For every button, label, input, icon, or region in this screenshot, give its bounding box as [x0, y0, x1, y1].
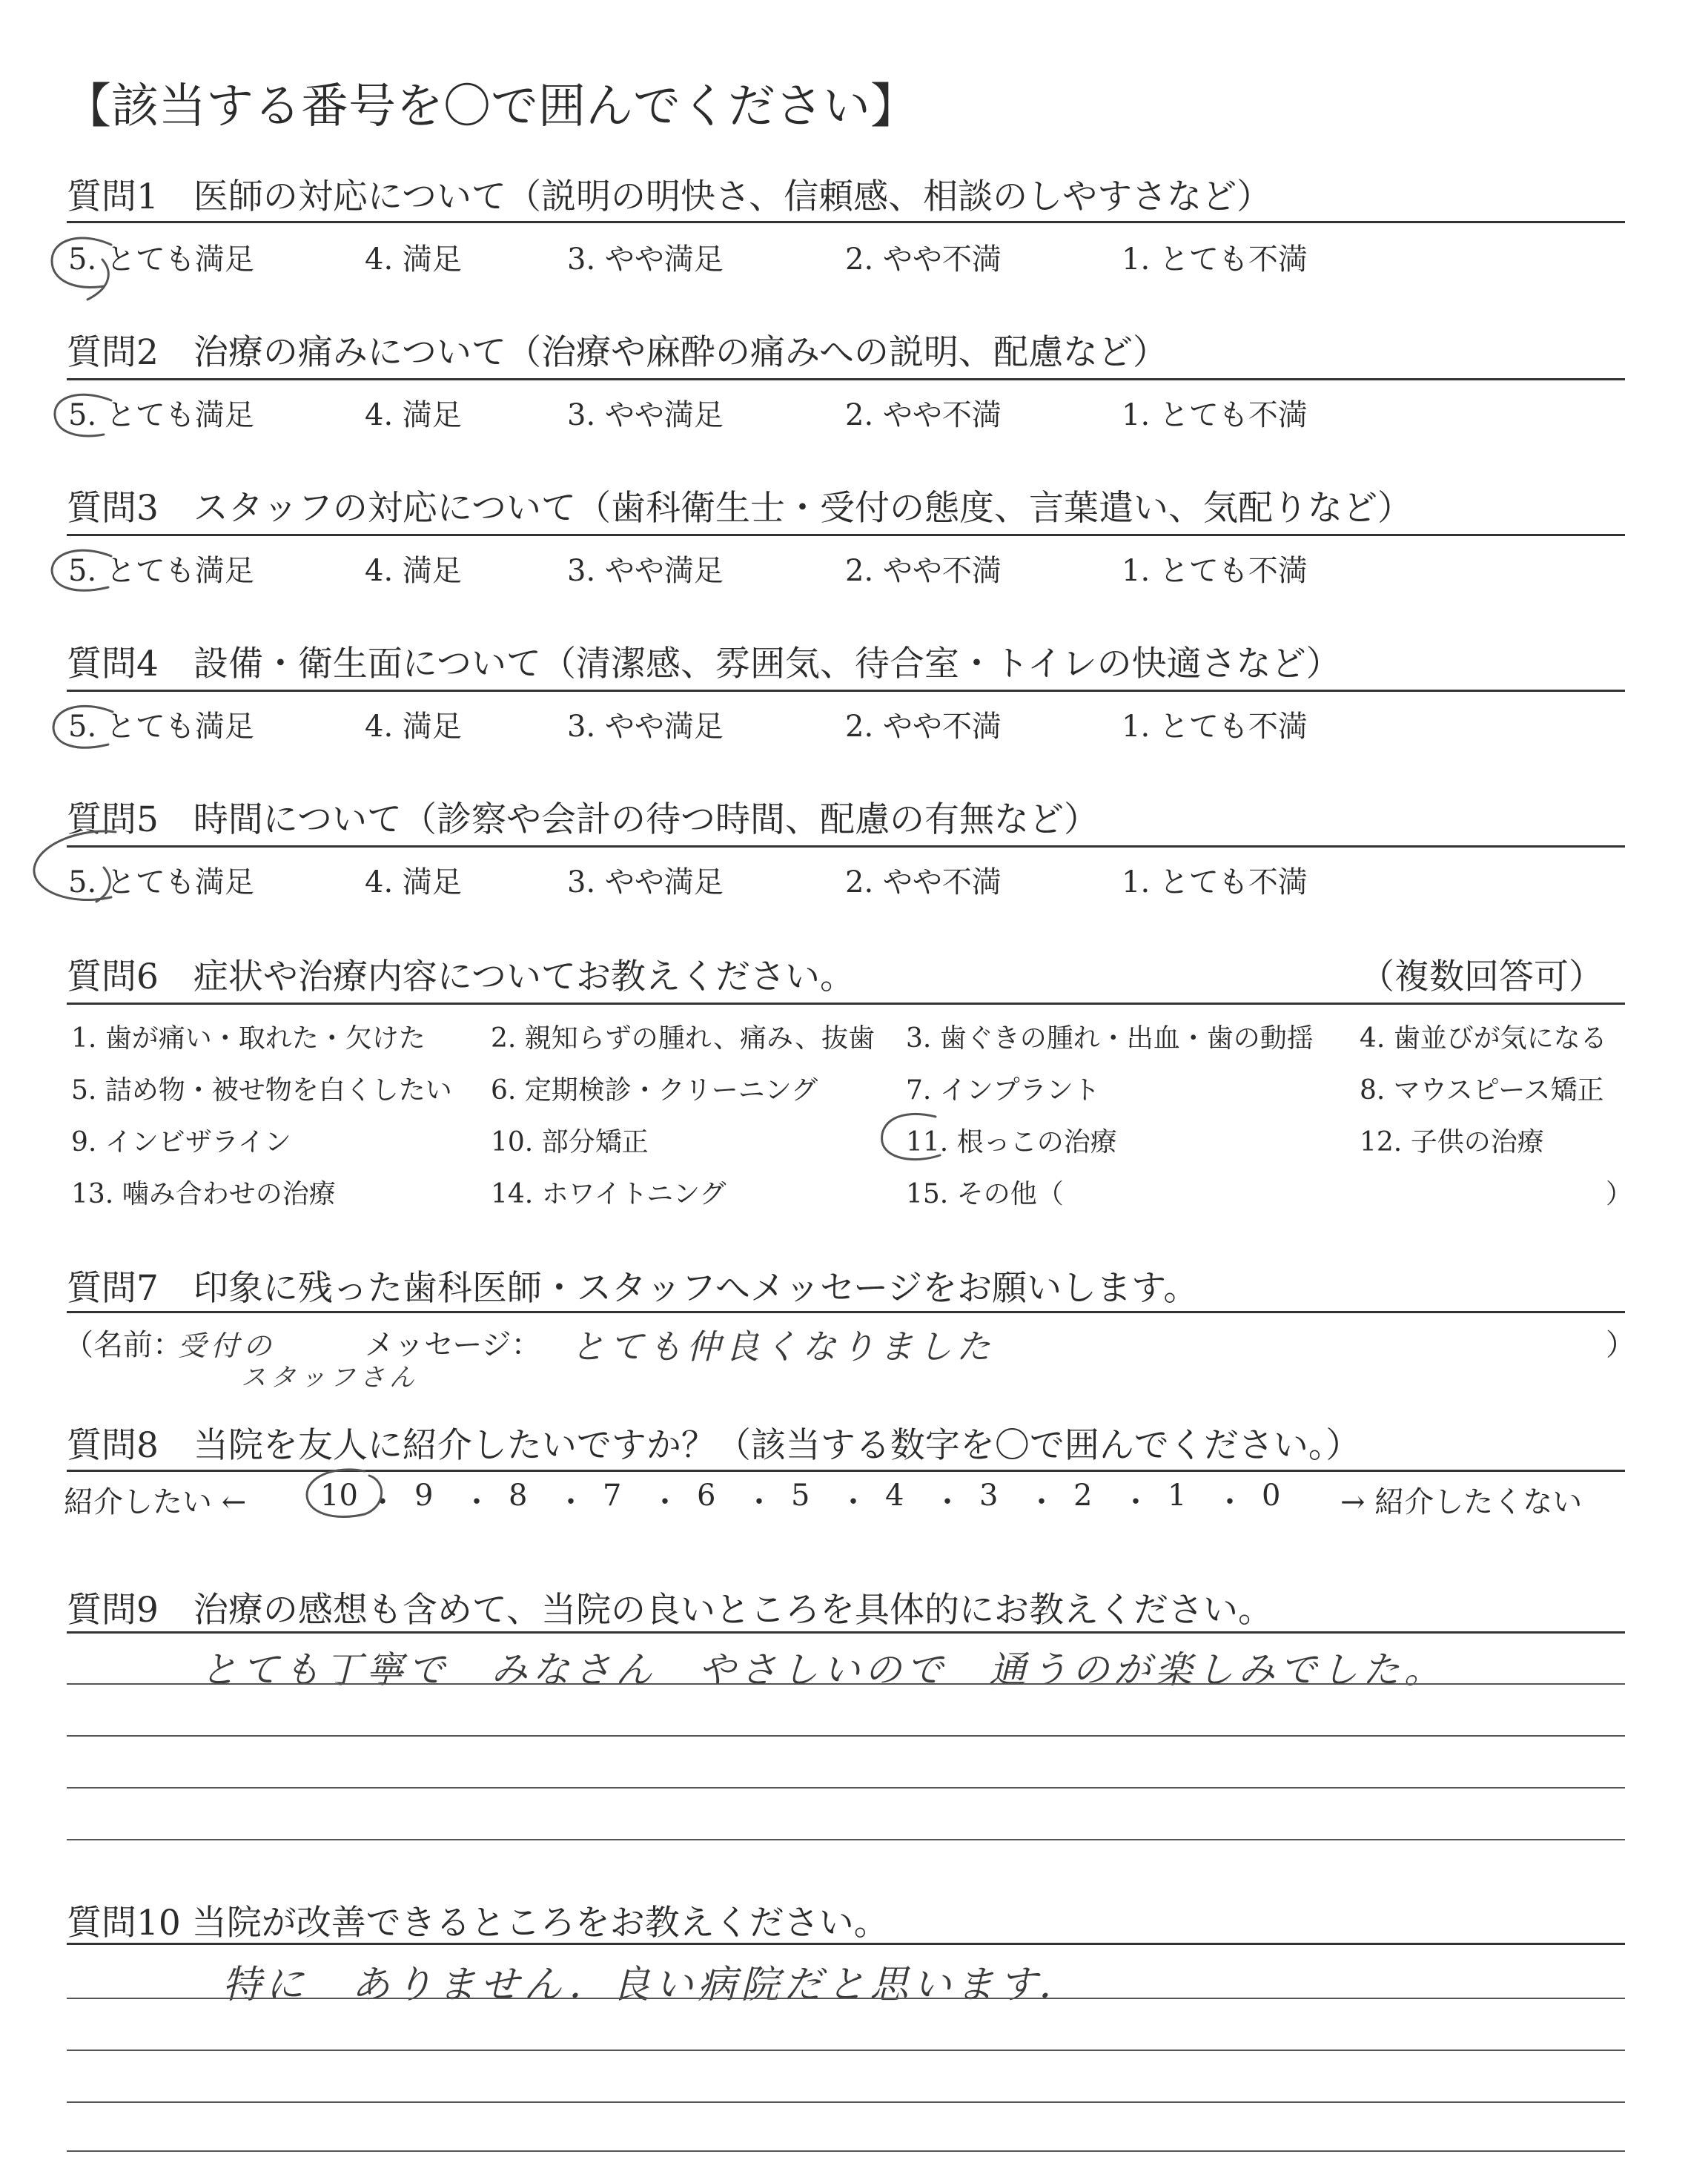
scale-option-10[interactable]: 10 [320, 1479, 358, 1513]
name-handwritten-line-2[interactable]: スタッフさん [241, 1363, 419, 1393]
scale-separator-dot: ・ [1215, 1485, 1245, 1519]
q10-answer-line-3 [67, 2101, 1625, 2103]
message-handwritten[interactable]: とても仲良くなりました [571, 1327, 995, 1367]
q1-option-1[interactable]: 1. とても不満 [1122, 242, 1308, 277]
name-handwritten-line-1[interactable]: 受付の [178, 1330, 277, 1362]
recommend-left-label: 紹介したい ← [64, 1485, 247, 1519]
scale-separator-dot: ・ [650, 1485, 680, 1519]
scale-option-2[interactable]: 2 [1073, 1479, 1093, 1513]
q3-option-1[interactable]: 1. とても不満 [1122, 554, 1308, 588]
scale-option-5[interactable]: 5 [791, 1479, 810, 1513]
scale-option-3[interactable]: 3 [979, 1479, 999, 1513]
treatment-item-5[interactable]: 5. 詰め物・被せ物を白くしたい [71, 1075, 452, 1106]
question-1-rule [67, 221, 1625, 223]
message-label: メッセージ： [365, 1328, 541, 1362]
treatment-item-4[interactable]: 4. 歯並びが気になる [1360, 1023, 1607, 1054]
treatment-item-13[interactable]: 13. 噛み合わせの治療 [71, 1179, 336, 1209]
question-4-rule [67, 690, 1625, 692]
question-7-rule [67, 1311, 1625, 1313]
treatment-item-2[interactable]: 2. 親知らずの腫れ、痛み、抜歯 [491, 1023, 875, 1054]
question-6-title: 質問6 症状や治療内容についてお教えください。 [67, 957, 855, 997]
question-7-title: 質問7 印象に残った歯科医師・スタッフへメッセージをお願いします。 [67, 1268, 1199, 1309]
scale-separator-dot: ・ [556, 1485, 586, 1519]
name-label: （名前： [64, 1328, 182, 1362]
question-6-note: （複数回答可） [1360, 957, 1603, 997]
q10-answer-line-2 [67, 2050, 1625, 2051]
q1-option-4[interactable]: 4. 満足 [365, 242, 462, 277]
q4-option-4[interactable]: 4. 満足 [365, 710, 462, 744]
q9-answer-line-2 [67, 1735, 1625, 1737]
question-4-title: 質問4 設備・衛生面について（清潔感、雰囲気、待合室・トイレの快適さなど） [67, 644, 1341, 684]
treatment-item-12[interactable]: 12. 子供の治療 [1360, 1127, 1544, 1157]
treatment-item-14[interactable]: 14. ホワイトニング [491, 1179, 726, 1209]
question-3-rule [67, 534, 1625, 536]
q2-option-3[interactable]: 3. やや満足 [567, 398, 724, 432]
q4-option-2[interactable]: 2. やや不満 [845, 710, 1002, 744]
q9-answer-line-3 [67, 1787, 1625, 1789]
q2-option-5[interactable]: 5. とても満足 [68, 398, 254, 432]
q5-option-1[interactable]: 1. とても不満 [1122, 865, 1308, 899]
scale-option-8[interactable]: 8 [509, 1479, 528, 1513]
q2-option-2[interactable]: 2. やや不満 [845, 398, 1002, 432]
q4-option-1[interactable]: 1. とても不満 [1122, 710, 1308, 744]
treatment-item-8[interactable]: 8. マウスピース矯正 [1360, 1075, 1604, 1106]
q9-answer-line-4 [67, 1839, 1625, 1840]
scale-separator-dot: ・ [1121, 1485, 1151, 1519]
scale-option-4[interactable]: 4 [885, 1479, 904, 1513]
q2-option-1[interactable]: 1. とても不満 [1122, 398, 1308, 432]
q9-answer-line-1 [67, 1683, 1625, 1685]
scale-option-0[interactable]: 0 [1262, 1479, 1281, 1513]
question-2-title: 質問2 治療の痛みについて（治療や麻酔の痛みへの説明、配慮など） [67, 332, 1168, 373]
q3-option-3[interactable]: 3. やや満足 [567, 554, 724, 588]
scale-separator-dot: ・ [368, 1485, 397, 1519]
question-3-title: 質問3 スタッフの対応について（歯科衛生士・受付の態度、言葉遣い、気配りなど） [67, 488, 1412, 529]
question-5-rule [67, 845, 1625, 848]
message-close-paren: ） [1606, 1328, 1635, 1362]
scale-option-1[interactable]: 1 [1168, 1479, 1187, 1513]
q3-option-4[interactable]: 4. 満足 [365, 554, 462, 588]
q9-handwritten-answer[interactable]: とても丁寧で みなさん やさしいので 通うのが楽しみでした。 [200, 1648, 1446, 1691]
treatment-item-15[interactable]: 15. その他（ [906, 1179, 1064, 1209]
treatment-item-6[interactable]: 6. 定期検診・クリーニング [491, 1075, 818, 1106]
q3-option-5[interactable]: 5. とても満足 [68, 554, 254, 588]
question-2-rule [67, 378, 1625, 380]
q5-option-3[interactable]: 3. やや満足 [567, 865, 724, 899]
treatment-item-1[interactable]: 1. 歯が痛い・取れた・欠けた [71, 1023, 426, 1054]
scale-option-9[interactable]: 9 [414, 1479, 434, 1513]
question-10-rule [67, 1943, 1625, 1945]
q2-option-4[interactable]: 4. 満足 [365, 398, 462, 432]
scale-separator-dot: ・ [838, 1485, 868, 1519]
question-10-title: 質問10 当院が改善できるところをお教えください。 [67, 1903, 889, 1943]
question-6-rule [67, 1003, 1625, 1005]
q4-option-5[interactable]: 5. とても満足 [68, 710, 254, 744]
scale-separator-dot: ・ [933, 1485, 962, 1519]
treatment-item-3[interactable]: 3. 歯ぐきの腫れ・出血・歯の動揺 [906, 1023, 1314, 1054]
treatment-item-15-close: ） [1606, 1179, 1633, 1209]
q10-handwritten-answer[interactable]: 特に ありません．良い病院だと思います． [222, 1963, 1082, 2007]
treatment-item-10[interactable]: 10. 部分矯正 [491, 1127, 649, 1157]
q10-answer-line-4 [67, 2150, 1625, 2152]
question-8-rule [67, 1470, 1625, 1472]
q5-option-4[interactable]: 4. 満足 [365, 865, 462, 899]
q1-option-2[interactable]: 2. やや不満 [845, 242, 1002, 277]
treatment-item-11[interactable]: 11. 根っこの治療 [906, 1127, 1117, 1157]
scale-separator-dot: ・ [744, 1485, 774, 1519]
q1-option-3[interactable]: 3. やや満足 [567, 242, 724, 277]
question-8-title: 質問8 当院を友人に紹介したいですか？（該当する数字を〇で囲んでください。） [67, 1425, 1361, 1466]
q10-answer-line-1 [67, 1998, 1625, 1999]
scale-separator-dot: ・ [1027, 1485, 1056, 1519]
scale-option-7[interactable]: 7 [603, 1479, 622, 1513]
q1-option-5[interactable]: 5. とても満足 [68, 242, 254, 277]
treatment-item-9[interactable]: 9. インビザライン [71, 1127, 291, 1157]
recommend-right-label: → 紹介したくない [1340, 1485, 1583, 1519]
q5-option-2[interactable]: 2. やや不満 [845, 865, 1002, 899]
instruction-header: 【該当する番号を〇で囲んでください】 [64, 79, 918, 134]
scale-separator-dot: ・ [462, 1485, 491, 1519]
q5-option-5[interactable]: 5. とても満足 [68, 865, 254, 899]
question-5-title: 質問5 時間について（診察や会計の待つ時間、配慮の有無など） [67, 799, 1099, 840]
question-9-title: 質問9 治療の感想も含めて、当院の良いところを具体的にお教えください。 [67, 1590, 1273, 1631]
q4-option-3[interactable]: 3. やや満足 [567, 710, 724, 744]
question-1-title: 質問1 医師の対応について（説明の明快さ、信頼感、相談のしやすさなど） [67, 176, 1272, 217]
scale-option-6[interactable]: 6 [697, 1479, 716, 1513]
treatment-item-7[interactable]: 7. インプラント [906, 1075, 1100, 1106]
q3-option-2[interactable]: 2. やや不満 [845, 554, 1002, 588]
question-9-rule [67, 1631, 1625, 1634]
